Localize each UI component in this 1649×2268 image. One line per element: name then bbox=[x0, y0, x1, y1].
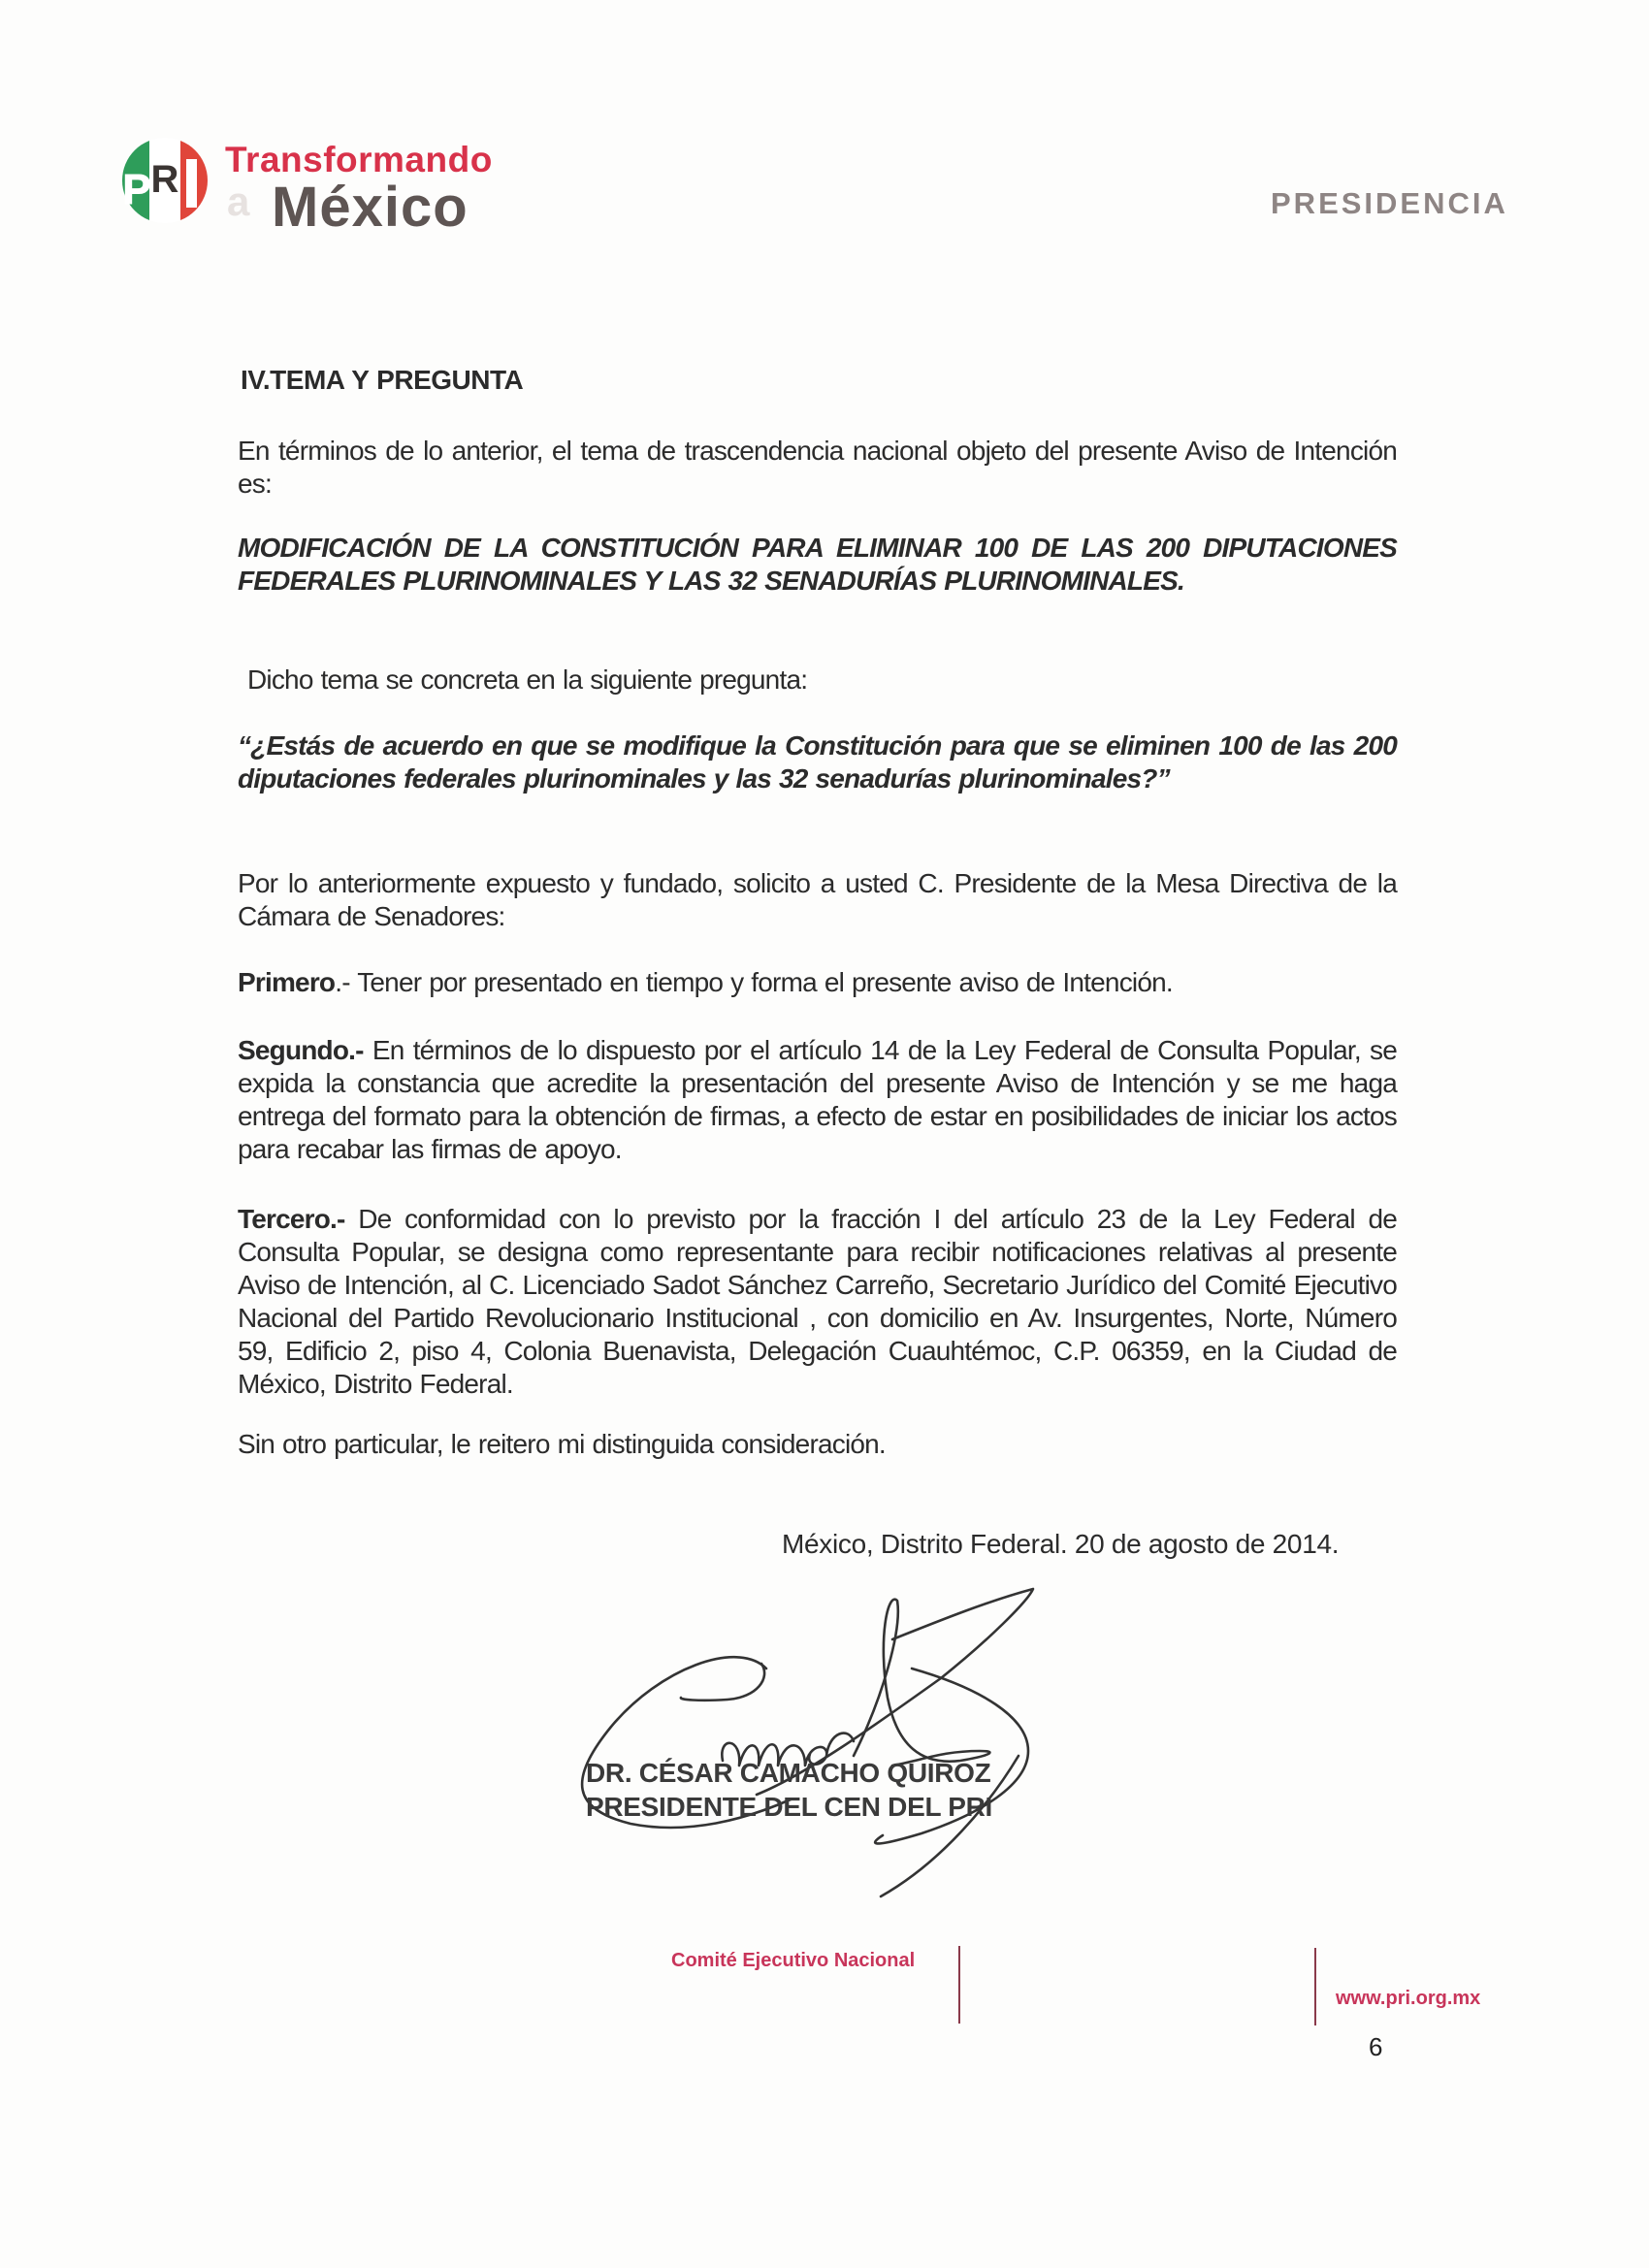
footer-committee: Comité Ejecutivo Nacional bbox=[671, 1950, 916, 1971]
date-line: México, Distrito Federal. 20 de agosto de 2014. bbox=[782, 1529, 1340, 1559]
petition-third-text: De conformidad con lo previsto por la fracción I del artículo 23 de la Ley Federal de Consulta Popular, se designa como representante para recibir notificaciones relativas al presente Aviso de Intención, al C. Licenciado Sadot Sánchez Carreño, Secretario Jurídico del Comité Ejecutivo Nacional del Partido Revolucionario Institucional , con domicilio en Av. Insurgentes, Norte, Número 59, Edificio 2, piso 4, Colonia Buenavista, Delegación Cuauhtémoc, C.P. 06359, en la Ciudad de México, Distrito Federal. bbox=[238, 1204, 1397, 1399]
petition-second bbox=[238, 1034, 1397, 1166]
petition-second-lead: Segundo.- bbox=[238, 1035, 364, 1065]
logo-tagline-bottom: México bbox=[272, 176, 469, 239]
logo-tagline-top: Transformando bbox=[225, 140, 493, 179]
petition-third bbox=[238, 1203, 1397, 1401]
signatory-title: PRESIDENTE DEL CEN DEL PRI bbox=[586, 1792, 993, 1822]
signatory-name: DR. CÉSAR CAMACHO QUIROZ bbox=[586, 1758, 991, 1788]
svg-text:P: P bbox=[122, 166, 151, 213]
pri-logo bbox=[116, 124, 504, 241]
consultation-question: “¿Estás de acuerdo en que se modifique la Constitución para que se eliminen 100 de las 200 diputaciones federales plurinominales y las 32 senadurías plurinominales?” bbox=[238, 730, 1397, 794]
page-number: 6 bbox=[1369, 2032, 1383, 2061]
footer-divider bbox=[1314, 1948, 1316, 2025]
intro-paragraph: En términos de lo anterior, el tema de trascendencia nacional objeto del presente Aviso de Intención es: bbox=[238, 436, 1397, 499]
office-label: PRESIDENCIA bbox=[1271, 186, 1508, 220]
petition-second-text: En términos de lo dispuesto por el artículo 14 de la Ley Federal de Consulta Popular, se expida la constancia que acredite la presentación del presente Aviso de Intención y se me haga entrega del formato para la obtención de firmas, a efecto de estar en posibilidades de iniciar los actos para recabar las firmas de apoyo. bbox=[238, 1035, 1397, 1164]
footer-divider bbox=[958, 1946, 960, 2024]
section-heading: IV.TEMA Y PREGUNTA bbox=[241, 365, 524, 395]
svg-text:R: R bbox=[150, 158, 179, 201]
logo-tagline-a: a bbox=[227, 178, 250, 224]
petition-first-lead: Primero bbox=[238, 967, 336, 997]
request-paragraph: Por lo anteriormente expuesto y fundado, solicito a usted C. Presidente de la Mesa Directiva de la Cámara de Senadores: bbox=[238, 868, 1397, 931]
closing-paragraph: Sin otro particular, le reitero mi distinguida consideración. bbox=[238, 1429, 886, 1459]
footer-website-link[interactable]: www.pri.org.mx bbox=[1336, 1988, 1481, 2009]
petition-first-text: .- Tener por presentado en tiempo y forma el presente aviso de Intención. bbox=[335, 967, 1173, 997]
petition-third-lead: Tercero.- bbox=[238, 1204, 345, 1234]
pri-emblem-icon bbox=[116, 132, 213, 229]
petition-first bbox=[238, 966, 1397, 999]
question-intro: Dicho tema se concreta en la siguiente pregunta: bbox=[247, 664, 808, 695]
topic-statement: MODIFICACIÓN DE LA CONSTITUCIÓN PARA ELIMINAR 100 DE LAS 200 DIPUTACIONES FEDERALES PLURINOMINALES Y LAS 32 SENADURÍAS PLURINOMINALES. bbox=[238, 533, 1397, 596]
handwritten-signature-icon bbox=[572, 1581, 1193, 1930]
